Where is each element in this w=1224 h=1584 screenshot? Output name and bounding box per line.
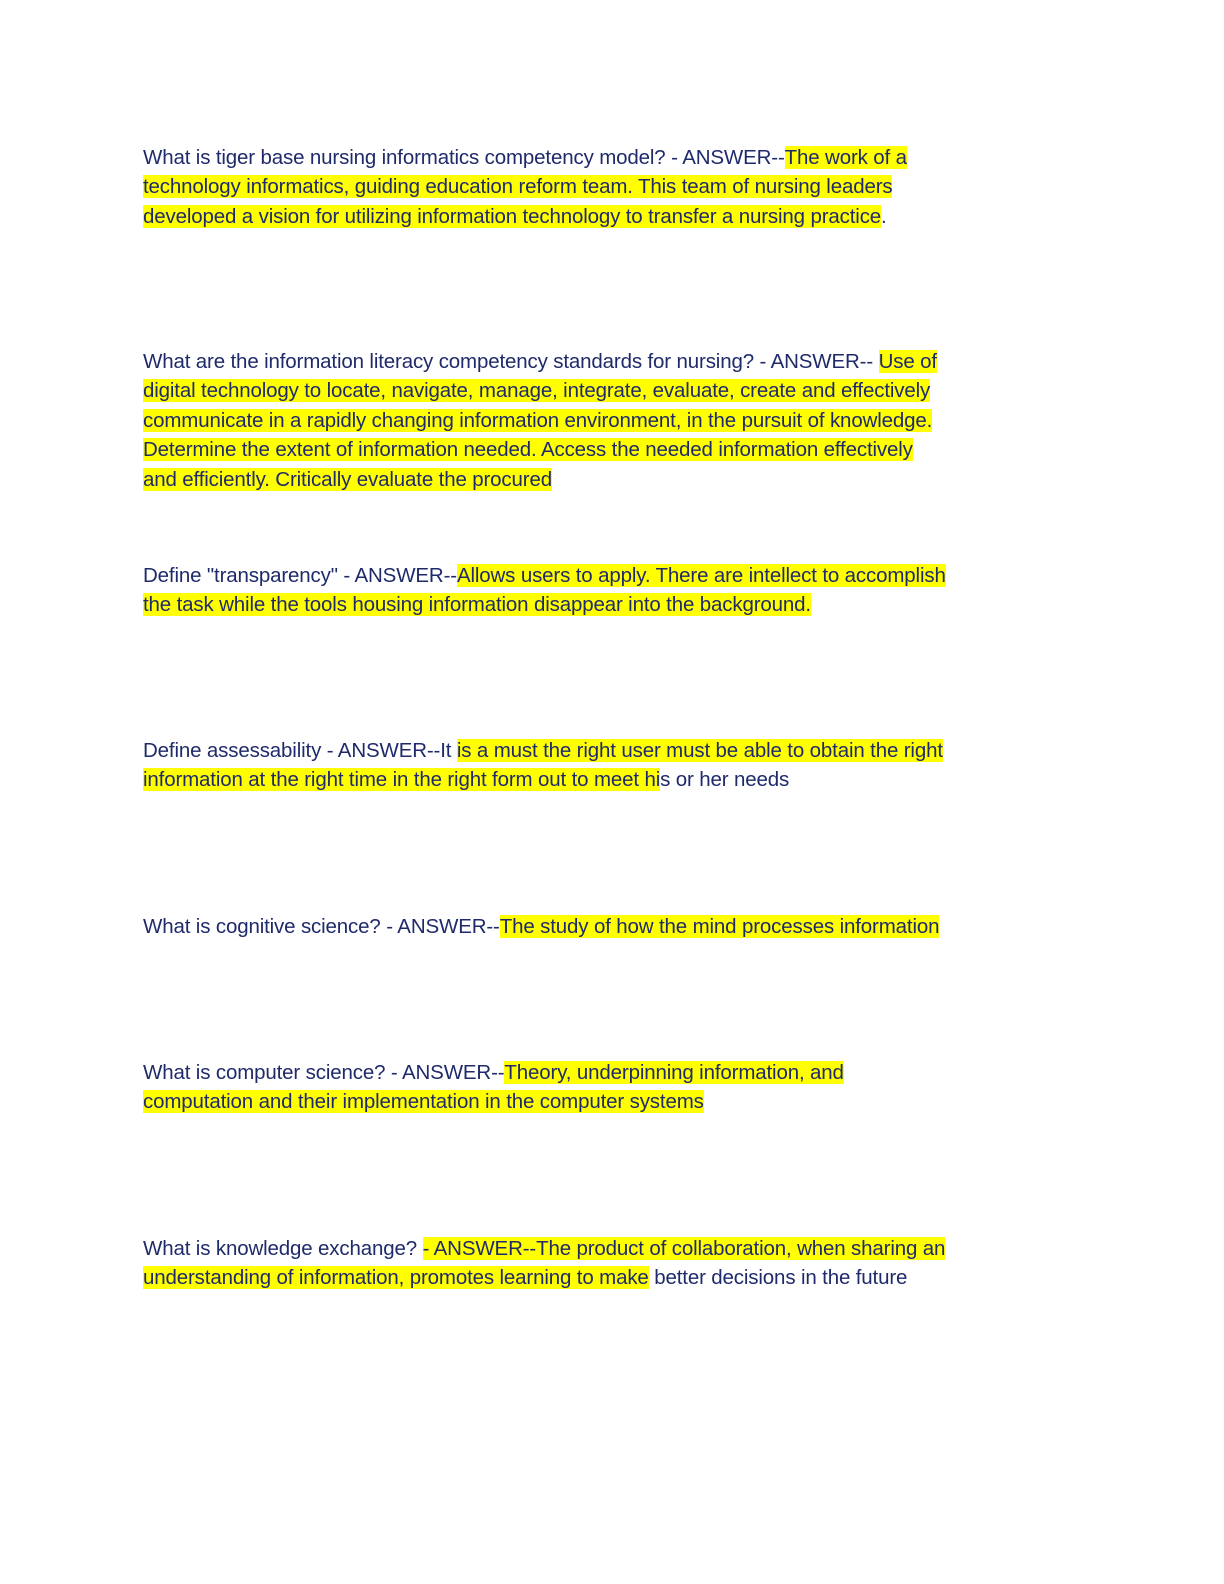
plain-text: What is computer science? - ANSWER-- xyxy=(143,1061,505,1084)
text-line xyxy=(143,561,1023,590)
plain-text: What is knowledge exchange? xyxy=(143,1237,423,1260)
qa-entry-knowledge-exchange xyxy=(143,1234,1023,1293)
text-line xyxy=(143,912,1023,941)
plain-text: better decisions in the future xyxy=(648,1266,908,1290)
text-line xyxy=(143,347,1023,376)
plain-text: s or her needs xyxy=(660,768,790,792)
plain-text: What are the information literacy competency standards for nursing? - ANSWER-- xyxy=(143,350,879,373)
highlighted-text: computation and their implementation in the computer systems xyxy=(143,1090,704,1114)
highlighted-text: Use of xyxy=(878,350,937,373)
text-line xyxy=(143,465,1023,494)
text-line xyxy=(143,172,1023,201)
highlighted-text: understanding of information, promotes learning to make xyxy=(143,1266,649,1290)
qa-entry-tiger-model xyxy=(143,143,1023,231)
highlighted-text: The study of how the mind processes information xyxy=(499,915,940,938)
text-line xyxy=(143,590,1023,619)
text-line xyxy=(143,143,1023,172)
plain-text: Define "transparency" - ANSWER-- xyxy=(143,564,457,587)
qa-entry-assessability xyxy=(143,736,1023,795)
text-line xyxy=(143,1087,1023,1116)
plain-text: What is tiger base nursing informatics competency model? - ANSWER-- xyxy=(143,146,785,169)
highlighted-text: the task while the tools housing information disappear into the background. xyxy=(143,593,811,617)
highlighted-text: Theory, underpinning information, and xyxy=(504,1061,844,1084)
plain-text: What is cognitive science? - ANSWER-- xyxy=(143,915,500,938)
highlighted-text: information at the right time in the right form out to meet hi xyxy=(143,768,661,792)
highlighted-text: - ANSWER--The product of collaboration, when sharing an xyxy=(422,1237,946,1260)
text-line xyxy=(143,765,1023,794)
text-line xyxy=(143,406,1023,435)
highlighted-text: developed a vision for utilizing information technology to transfer a nursing practice xyxy=(143,204,882,228)
highlighted-text: Allows users to apply. There are intellect to accomplish xyxy=(456,564,946,587)
qa-entry-computer-science xyxy=(143,1058,1023,1117)
text-line xyxy=(143,1234,1023,1263)
highlighted-text: digital technology to locate, navigate, manage, integrate, evaluate, create and effectively xyxy=(143,379,931,403)
highlighted-text: and efficiently. Critically evaluate the procured xyxy=(143,467,552,491)
text-line xyxy=(143,1058,1023,1087)
highlighted-text: technology informatics, guiding education reform team. This team of nursing leaders xyxy=(143,175,893,199)
text-line xyxy=(143,202,1023,231)
text-line xyxy=(143,736,1023,765)
highlighted-text: is a must the right user must be able to obtain the right xyxy=(456,739,943,762)
qa-entry-transparency xyxy=(143,561,1023,620)
text-line xyxy=(143,1263,1023,1292)
highlighted-text: The work of a xyxy=(784,146,907,169)
highlighted-text: Determine the extent of information needed. Access the needed information effectively xyxy=(143,438,913,462)
highlighted-text: communicate in a rapidly changing information environment, in the pursuit of knowledge. xyxy=(143,408,933,432)
qa-entry-cognitive-science xyxy=(143,912,1023,941)
text-line xyxy=(143,435,1023,464)
plain-text: . xyxy=(881,204,887,228)
qa-entry-information-literacy xyxy=(143,347,1023,494)
plain-text: Define assessability - ANSWER--It xyxy=(143,739,457,762)
text-line xyxy=(143,376,1023,405)
